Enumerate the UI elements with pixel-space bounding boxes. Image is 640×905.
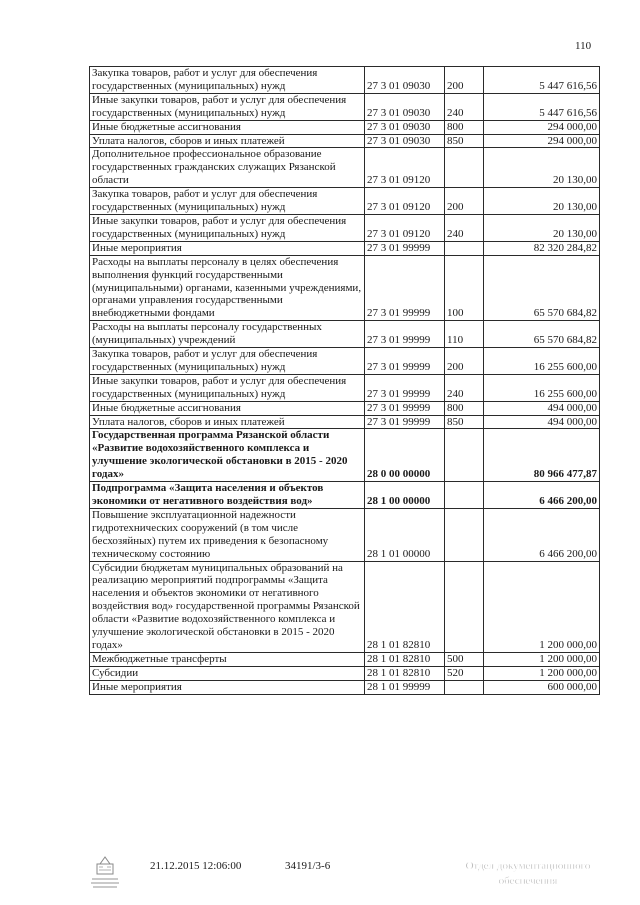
row-code: 28 1 01 82810 — [365, 666, 445, 680]
row-name: Иные мероприятия — [90, 680, 365, 694]
row-name: Подпрограмма «Защита населения и объектов экономики от негативного воздействия вод» — [90, 482, 365, 509]
row-expense-type — [445, 482, 484, 509]
row-code: 28 1 01 82810 — [365, 652, 445, 666]
row-name: Повышение эксплуатационной надежности гидротехнических сооружений (в том числе бесхозяйных) путем их приведения к безопасному техническому состоянию — [90, 508, 365, 561]
row-expense-type — [445, 508, 484, 561]
row-name: Иные мероприятия — [90, 241, 365, 255]
row-amount: 65 570 684,82 — [484, 255, 600, 321]
table-row — [90, 255, 600, 321]
row-code: 27 3 01 09030 — [365, 93, 445, 120]
table-row — [90, 680, 600, 694]
row-code: 28 1 01 00000 — [365, 508, 445, 561]
row-amount: 294 000,00 — [484, 134, 600, 148]
row-code: 27 3 01 09120 — [365, 148, 445, 188]
row-expense-type — [445, 429, 484, 482]
row-code: 27 3 01 09030 — [365, 120, 445, 134]
row-expense-type: 500 — [445, 652, 484, 666]
row-amount: 600 000,00 — [484, 680, 600, 694]
table-row — [90, 321, 600, 348]
row-expense-type: 200 — [445, 348, 484, 375]
row-amount: 6 466 200,00 — [484, 508, 600, 561]
row-name: Государственная программа Рязанской области «Развитие водохозяйственного комплекса и улучшение экологической обстановки в 2015 - 2020 годах» — [90, 429, 365, 482]
table-row — [90, 482, 600, 509]
row-expense-type: 800 — [445, 120, 484, 134]
row-code: 27 3 01 99999 — [365, 401, 445, 415]
row-code: 28 0 00 00000 — [365, 429, 445, 482]
row-amount: 20 130,00 — [484, 188, 600, 215]
row-code: 27 3 01 09030 — [365, 67, 445, 94]
table-row — [90, 148, 600, 188]
table-row — [90, 652, 600, 666]
row-amount: 5 447 616,56 — [484, 93, 600, 120]
table-row — [90, 93, 600, 120]
row-name: Закупка товаров, работ и услуг для обеспечения государственных (муниципальных) нужд — [90, 188, 365, 215]
row-name: Иные закупки товаров, работ и услуг для обеспечения государственных (муниципальных) нужд — [90, 374, 365, 401]
table-row — [90, 508, 600, 561]
registry-stamp-icon — [88, 855, 122, 891]
row-amount: 1 200 000,00 — [484, 652, 600, 666]
row-code: 27 3 01 99999 — [365, 321, 445, 348]
row-amount: 5 447 616,56 — [484, 67, 600, 94]
table-row — [90, 429, 600, 482]
table-row — [90, 401, 600, 415]
row-name: Иные бюджетные ассигнования — [90, 401, 365, 415]
row-name: Иные закупки товаров, работ и услуг для обеспечения государственных (муниципальных) нужд — [90, 93, 365, 120]
row-code: 27 3 01 09120 — [365, 214, 445, 241]
row-expense-type — [445, 561, 484, 652]
table-row — [90, 348, 600, 375]
table-row — [90, 134, 600, 148]
row-expense-type — [445, 680, 484, 694]
row-code: 27 3 01 99999 — [365, 415, 445, 429]
row-name: Субсидии бюджетам муниципальных образований на реализацию мероприятий подпрограммы «Защита населения и объектов экономики от негативного воздействия вод» государственной программы Рязанской области «Развитие водохозяйственного комплекса и улучшение экологической обстановки в 2015 - 2020 годах» — [90, 561, 365, 652]
row-code: 27 3 01 99999 — [365, 348, 445, 375]
page-number: 110 — [575, 40, 592, 52]
table-row — [90, 666, 600, 680]
footer-date: 21.12.2015 12:06:00 — [150, 860, 242, 872]
row-code: 27 3 01 99999 — [365, 374, 445, 401]
row-name: Межбюджетные трансферты — [90, 652, 365, 666]
row-amount: 1 200 000,00 — [484, 666, 600, 680]
row-expense-type: 520 — [445, 666, 484, 680]
row-code: 27 3 01 99999 — [365, 241, 445, 255]
row-name: Расходы на выплаты персоналу в целях обеспечения выполнения функций государственными (муниципальными) органами, казенными учреждениями, органами управления государственными внебюджетными фондами — [90, 255, 365, 321]
row-expense-type: 100 — [445, 255, 484, 321]
row-name: Уплата налогов, сборов и иных платежей — [90, 415, 365, 429]
row-name: Иные бюджетные ассигнования — [90, 120, 365, 134]
row-name: Субсидии — [90, 666, 365, 680]
footer-doc-id: 34191/3-6 — [285, 860, 331, 872]
table-row — [90, 214, 600, 241]
row-expense-type — [445, 148, 484, 188]
row-expense-type: 240 — [445, 214, 484, 241]
row-amount: 1 200 000,00 — [484, 561, 600, 652]
dept-stamp-line-2: обеспечения — [498, 875, 558, 887]
row-name: Дополнительное профессиональное образование государственных гражданских служащих Рязанской области — [90, 148, 365, 188]
table-row — [90, 561, 600, 652]
row-name: Расходы на выплаты персоналу государственных (муниципальных) учреждений — [90, 321, 365, 348]
row-code: 28 1 01 82810 — [365, 561, 445, 652]
row-amount: 6 466 200,00 — [484, 482, 600, 509]
dept-stamp-icon — [448, 857, 608, 889]
row-amount: 294 000,00 — [484, 120, 600, 134]
row-code: 28 1 01 99999 — [365, 680, 445, 694]
page-footer — [0, 855, 640, 895]
budget-table — [89, 66, 600, 695]
table-body — [90, 67, 600, 695]
table-row — [90, 120, 600, 134]
row-amount: 82 320 284,82 — [484, 241, 600, 255]
row-code: 27 3 01 09030 — [365, 134, 445, 148]
row-amount: 494 000,00 — [484, 401, 600, 415]
row-amount: 16 255 600,00 — [484, 374, 600, 401]
table-row — [90, 374, 600, 401]
row-expense-type: 200 — [445, 67, 484, 94]
row-expense-type: 240 — [445, 93, 484, 120]
row-code: 27 3 01 99999 — [365, 255, 445, 321]
row-expense-type: 850 — [445, 415, 484, 429]
row-expense-type: 200 — [445, 188, 484, 215]
row-expense-type: 850 — [445, 134, 484, 148]
row-name: Закупка товаров, работ и услуг для обеспечения государственных (муниципальных) нужд — [90, 348, 365, 375]
dept-stamp-line-1: Отдел документационного — [465, 860, 591, 872]
row-code: 27 3 01 09120 — [365, 188, 445, 215]
row-expense-type: 800 — [445, 401, 484, 415]
row-expense-type: 110 — [445, 321, 484, 348]
row-amount: 80 966 477,87 — [484, 429, 600, 482]
row-amount: 20 130,00 — [484, 214, 600, 241]
row-name: Закупка товаров, работ и услуг для обеспечения государственных (муниципальных) нужд — [90, 67, 365, 94]
table-row — [90, 67, 600, 94]
row-expense-type — [445, 241, 484, 255]
row-amount: 494 000,00 — [484, 415, 600, 429]
table-row — [90, 415, 600, 429]
row-amount: 16 255 600,00 — [484, 348, 600, 375]
row-code: 28 1 00 00000 — [365, 482, 445, 509]
row-amount: 20 130,00 — [484, 148, 600, 188]
row-expense-type: 240 — [445, 374, 484, 401]
table-row — [90, 188, 600, 215]
row-name: Иные закупки товаров, работ и услуг для обеспечения государственных (муниципальных) нужд — [90, 214, 365, 241]
table-row — [90, 241, 600, 255]
row-amount: 65 570 684,82 — [484, 321, 600, 348]
row-name: Уплата налогов, сборов и иных платежей — [90, 134, 365, 148]
